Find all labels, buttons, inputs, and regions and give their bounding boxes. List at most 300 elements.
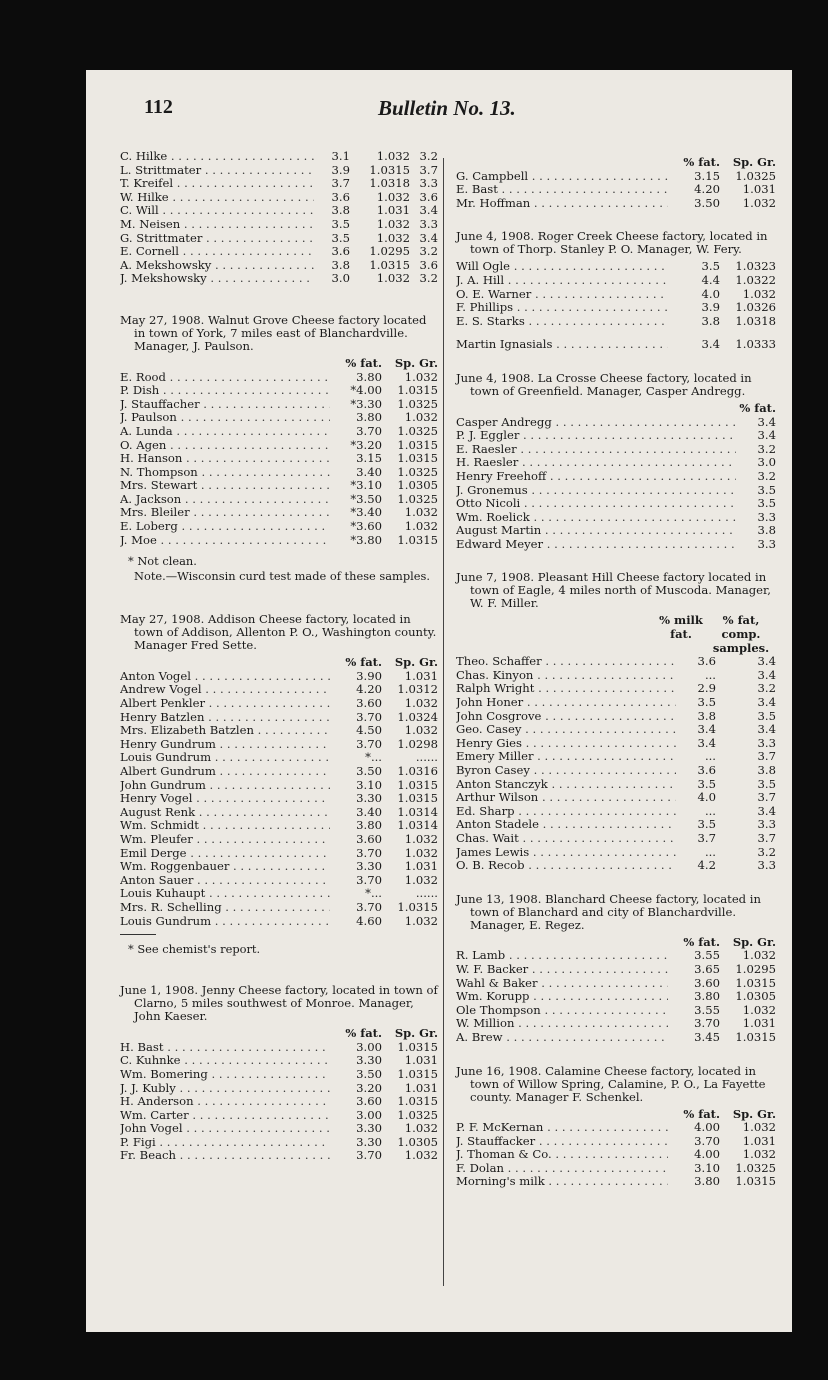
patron-name: A. Brew . . . xyxy=(456,1031,668,1045)
value-cell: 1.032 xyxy=(404,873,438,887)
value-cell: 4.20 xyxy=(356,683,382,697)
value-cell: 1.031 xyxy=(742,1017,776,1031)
value-cell: 3.80 xyxy=(356,819,382,833)
left-block-3 xyxy=(120,984,438,1163)
value-cell: 1.032 xyxy=(376,231,410,245)
value-cell: 1.032 xyxy=(404,1149,438,1163)
value-cell: 3.5 xyxy=(697,696,716,710)
value-cell: 3.80 xyxy=(356,370,382,384)
patron-name: M. Neisen . . . xyxy=(120,218,314,232)
right-column xyxy=(456,156,776,1209)
table-row xyxy=(456,443,776,457)
column-header xyxy=(456,1108,776,1122)
right-block-3 xyxy=(456,571,776,872)
table-row xyxy=(456,723,776,737)
value-cell: 3.4 xyxy=(757,415,776,429)
right-block-0 xyxy=(456,156,776,210)
value-cell: 3.6 xyxy=(697,655,716,669)
footnote: * Not clean. xyxy=(128,554,197,569)
table-row xyxy=(456,859,776,873)
note-text: Note.—Wisconsin curd test made of these samples. xyxy=(134,569,430,584)
factory-heading: June 13, 1908. Blanchard Cheese factory, located in town of Blanchard and city of Blanchardville. Manager, E. Regez. xyxy=(456,891,761,932)
patron-name: Wm. Bomering . . . xyxy=(120,1068,330,1082)
value-cell: 3.10 xyxy=(356,778,382,792)
patron-name: J. Stauffacker . . . xyxy=(456,1135,668,1149)
table-row xyxy=(120,164,438,178)
header-sp-gr: Sp. Gr. xyxy=(732,1106,776,1121)
value-cell: *3.30 xyxy=(350,397,382,411)
value-cell: 1.0326 xyxy=(735,301,776,315)
patron-name: O. E. Warner . . . xyxy=(456,288,668,302)
table-row xyxy=(120,218,438,232)
value-cell: 3.80 xyxy=(356,411,382,425)
patron-name: Edward Meyer . . . xyxy=(456,538,736,552)
patron-name: Henry Freehoff . . . xyxy=(456,470,736,484)
value-cell: 3.80 xyxy=(694,1175,720,1189)
value-cell: 4.50 xyxy=(356,724,382,738)
table-row xyxy=(120,915,438,929)
value-cell: 1.032 xyxy=(742,1148,776,1162)
right-block-1 xyxy=(456,230,776,352)
value-cell: 1.0315 xyxy=(397,452,438,466)
patron-name: Mrs. Stewart . . . xyxy=(120,479,330,493)
value-cell: ... xyxy=(704,750,716,764)
patron-name: Anton Vogel . . . xyxy=(120,670,330,684)
value-cell: 1.0315 xyxy=(397,533,438,547)
table-row xyxy=(456,274,776,288)
patron-name: Henry Vogel . . . xyxy=(120,792,330,806)
value-cell: 3.6 xyxy=(331,190,350,204)
table-row xyxy=(456,805,776,819)
patron-name: Theo. Schaffer . . . xyxy=(456,655,676,669)
value-cell: 3.60 xyxy=(694,976,720,990)
value-cell: 1.032 xyxy=(404,506,438,520)
value-cell: *... xyxy=(365,751,382,765)
value-cell: 3.3 xyxy=(757,510,776,524)
table-row xyxy=(120,765,438,779)
factory-heading: June 1, 1908. Jenny Cheese factory, located in town of Clarno, 5 miles southwest of Monroe. Manager, John Kaeser. xyxy=(120,983,438,1024)
patron-name: Emery Miller . . . xyxy=(456,750,676,764)
table-row xyxy=(456,1148,776,1162)
value-cell: 1.032 xyxy=(376,150,410,163)
table-row xyxy=(120,901,438,915)
header-fat: % fat. xyxy=(345,1026,382,1041)
value-cell: 3.4 xyxy=(757,804,776,818)
value-cell: 3.2 xyxy=(419,150,438,163)
value-cell: 1.0325 xyxy=(397,424,438,438)
table-row xyxy=(456,183,776,197)
table-row xyxy=(120,1136,438,1150)
table-row xyxy=(120,874,438,888)
table-row xyxy=(120,232,438,246)
page-number: 112 xyxy=(144,96,173,118)
table-row xyxy=(120,493,438,507)
factory-heading: May 27, 1908. Addison Cheese factory, located in town of Addison, Allenton P. O., Washington county. Manager Fred Sette. xyxy=(120,612,437,653)
patron-name: A. Mekshowsky . . . xyxy=(120,259,314,273)
patron-name: Wm. Korupp . . . xyxy=(456,990,668,1004)
value-cell: 1.0315 xyxy=(397,900,438,914)
value-cell: *3.40 xyxy=(350,506,382,520)
patron-name: G. Strittmater . . . xyxy=(120,232,314,246)
value-cell: 1.032 xyxy=(404,914,438,928)
value-cell: 4.0 xyxy=(697,791,716,805)
header-fat: % fat. xyxy=(345,355,382,370)
value-cell: 3.8 xyxy=(331,204,350,218)
value-cell: 1.032 xyxy=(404,1122,438,1136)
table-row xyxy=(120,738,438,752)
value-cell: 3.3 xyxy=(757,736,776,750)
value-cell: 1.0305 xyxy=(397,479,438,493)
value-cell: ... xyxy=(704,668,716,682)
table-row xyxy=(456,750,776,764)
value-cell: 3.15 xyxy=(356,452,382,466)
value-cell: 3.4 xyxy=(757,429,776,443)
table-row xyxy=(456,710,776,724)
patron-name: Morning's milk . . . xyxy=(456,1175,668,1189)
patron-name: Albert Penkler . . . xyxy=(120,697,330,711)
column-header xyxy=(456,402,776,416)
value-cell: 3.5 xyxy=(757,497,776,511)
header-line: fat. xyxy=(670,627,692,642)
table-row xyxy=(456,511,776,525)
patron-name: P. Dish . . . xyxy=(120,384,330,398)
table-row xyxy=(456,170,776,184)
value-cell: 1.0315 xyxy=(397,1095,438,1109)
value-cell: 3.55 xyxy=(694,949,720,963)
value-cell: 3.2 xyxy=(419,245,438,259)
patron-name: C. Will . . . xyxy=(120,204,314,218)
value-cell: 4.2 xyxy=(697,859,716,873)
patron-name: E. Cornell . . . xyxy=(120,245,314,259)
value-cell: 4.0 xyxy=(701,287,720,301)
left-column xyxy=(120,150,438,1183)
table-row xyxy=(456,963,776,977)
patron-name: J. A. Hill . . . xyxy=(456,274,668,288)
column-divider xyxy=(443,158,444,1286)
table-row xyxy=(456,669,776,683)
table-row xyxy=(456,524,776,538)
table-row xyxy=(456,846,776,860)
table-row xyxy=(456,818,776,832)
value-cell: 1.032 xyxy=(376,272,410,286)
value-cell: 3.3 xyxy=(419,217,438,231)
value-cell: 4.00 xyxy=(694,1148,720,1162)
value-cell: 3.5 xyxy=(757,777,776,791)
factory-heading: June 7, 1908. Pleasant Hill Cheese factory located in town of Eagle, 4 miles north of Muscoda. Manager, W. F. Miller. xyxy=(456,570,771,611)
header-line: comp. xyxy=(721,627,761,642)
value-cell: 4.60 xyxy=(356,914,382,928)
value-cell: 1.032 xyxy=(404,520,438,534)
value-cell: 1.0295 xyxy=(735,962,776,976)
patron-name: Wm. Roggenbauer . . . xyxy=(120,860,330,874)
value-cell: 3.5 xyxy=(697,818,716,832)
table-row xyxy=(120,452,438,466)
bulletin-page xyxy=(86,70,792,1332)
column-header xyxy=(120,1027,438,1041)
header-fat: % fat. xyxy=(683,1106,720,1121)
patron-name: J. Paulson . . . xyxy=(120,411,330,425)
patron-name: August Martin . . . xyxy=(456,524,736,538)
table-row xyxy=(120,806,438,820)
value-cell: 3.50 xyxy=(694,196,720,210)
value-cell: 1.032 xyxy=(404,411,438,425)
table-row xyxy=(456,737,776,751)
patron-name: Ralph Wright . . . xyxy=(456,682,676,696)
value-cell: 3.40 xyxy=(356,805,382,819)
value-cell: 3.6 xyxy=(331,245,350,259)
table-row xyxy=(456,538,776,552)
table-row xyxy=(456,1017,776,1031)
value-cell: 3.9 xyxy=(331,163,350,177)
value-cell: 3.5 xyxy=(331,217,350,231)
value-cell: 3.90 xyxy=(356,669,382,683)
table-row xyxy=(456,1175,776,1189)
page-title: Bulletin No. 13. xyxy=(378,96,516,120)
left-block-2 xyxy=(120,613,438,956)
value-cell: 3.30 xyxy=(356,860,382,874)
value-cell: 1.0315 xyxy=(397,438,438,452)
patron-name: C. Kuhnke . . . xyxy=(120,1054,330,1068)
value-cell: 1.0305 xyxy=(397,1135,438,1149)
patron-name: L. Strittmater . . . xyxy=(120,164,314,178)
value-cell: 3.70 xyxy=(356,1149,382,1163)
value-cell: 1.032 xyxy=(742,196,776,210)
value-cell: 3.70 xyxy=(694,1134,720,1148)
value-cell: 1.032 xyxy=(376,217,410,231)
value-cell: 3.70 xyxy=(356,737,382,751)
header-sp-gr: Sp. Gr. xyxy=(732,934,776,949)
value-cell: 3.60 xyxy=(356,697,382,711)
value-cell: 3.2 xyxy=(757,469,776,483)
value-cell: 3.70 xyxy=(356,900,382,914)
table-row xyxy=(456,497,776,511)
value-cell: 1.0318 xyxy=(735,314,776,328)
table-row xyxy=(120,792,438,806)
patron-name: Mrs. R. Schelling . . . xyxy=(120,901,330,915)
value-cell: 1.032 xyxy=(376,190,410,204)
factory-heading: June 16, 1908. Calamine Cheese factory, located in town of Willow Spring, Calamine, P. O., La Fayette county. Manager F. Schenkel. xyxy=(456,1063,766,1104)
patron-name: August Renk . . . xyxy=(120,806,330,820)
table-row xyxy=(120,439,438,453)
header-milk-fat xyxy=(656,614,706,655)
value-cell: ...... xyxy=(415,887,438,901)
patron-name: J. Stauffacher . . . xyxy=(120,398,330,412)
value-cell: 3.0 xyxy=(331,272,350,286)
value-cell: 1.0305 xyxy=(735,990,776,1004)
value-cell: *3.80 xyxy=(350,533,382,547)
patron-name: J. Thoman & Co. . . . xyxy=(456,1148,668,1162)
value-cell: 1.0315 xyxy=(735,1030,776,1044)
value-cell: 4.20 xyxy=(694,183,720,197)
value-cell: 3.4 xyxy=(697,723,716,737)
value-cell: 1.0315 xyxy=(397,1040,438,1054)
value-cell: 1.0315 xyxy=(397,792,438,806)
patron-name: John Cosgrove . . . xyxy=(456,710,676,724)
table-row xyxy=(120,1109,438,1123)
table-row xyxy=(456,977,776,991)
table-row xyxy=(120,860,438,874)
patron-name: T. Kreifel . . . xyxy=(120,177,314,191)
patron-name: H. Bast . . . xyxy=(120,1041,330,1055)
value-cell: 1.0325 xyxy=(397,1108,438,1122)
table-row xyxy=(120,1068,438,1082)
patron-name: P. J. Eggler . . . xyxy=(456,429,736,443)
table-row xyxy=(120,1095,438,1109)
value-cell: 4.4 xyxy=(701,273,720,287)
value-cell: 3.50 xyxy=(356,765,382,778)
value-cell: 3.7 xyxy=(697,831,716,845)
value-cell: 3.5 xyxy=(331,231,350,245)
table-row xyxy=(456,778,776,792)
column-header xyxy=(456,614,776,655)
patron-name: Geo. Casey . . . xyxy=(456,723,676,737)
value-cell: 3.60 xyxy=(356,1095,382,1109)
value-cell: 3.3 xyxy=(757,818,776,832)
value-cell: ... xyxy=(704,804,716,818)
value-cell: 3.15 xyxy=(694,169,720,183)
patron-name: J. Gronemus . . . xyxy=(456,484,736,498)
value-cell: 3.8 xyxy=(697,709,716,723)
table-row xyxy=(456,682,776,696)
patron-name: Henry Batzlen . . . xyxy=(120,711,330,725)
patron-name: Otto Nicoli . . . xyxy=(456,497,736,511)
value-cell: 1.031 xyxy=(742,183,776,197)
value-cell: 3.70 xyxy=(356,710,382,724)
table-row xyxy=(120,384,438,398)
value-cell: *3.50 xyxy=(350,492,382,506)
value-cell: 1.0325 xyxy=(397,492,438,506)
left-block-1 xyxy=(120,314,438,583)
table-row xyxy=(456,484,776,498)
value-cell: 3.30 xyxy=(356,792,382,806)
patron-name: Chas. Kinyon . . . xyxy=(456,669,676,683)
patron-name: P. Figi . . . xyxy=(120,1136,330,1150)
value-cell: 1.032 xyxy=(404,370,438,384)
value-cell: 3.00 xyxy=(356,1040,382,1054)
value-cell: 3.4 xyxy=(419,231,438,245)
patron-name: Anton Sauer . . . xyxy=(120,874,330,888)
value-cell: 1.032 xyxy=(742,949,776,963)
table-row xyxy=(120,1122,438,1136)
patron-name: Arthur Wilson . . . xyxy=(456,791,676,805)
value-cell: 1.0315 xyxy=(735,1175,776,1189)
value-cell: 3.8 xyxy=(701,314,720,328)
table-row xyxy=(456,1135,776,1149)
value-cell: 1.0315 xyxy=(397,384,438,398)
value-cell: ... xyxy=(704,845,716,859)
table-row xyxy=(120,887,438,901)
table-row xyxy=(456,1162,776,1176)
patron-name: Chas. Wait . . . xyxy=(456,832,676,846)
value-cell: 1.031 xyxy=(404,1081,438,1095)
patron-name: E. Loberg . . . xyxy=(120,520,330,534)
patron-name: Emil Derge . . . xyxy=(120,847,330,861)
value-cell: ...... xyxy=(415,751,438,765)
header-sp-gr: Sp. Gr. xyxy=(394,1026,438,1041)
value-cell: 3.4 xyxy=(419,204,438,218)
patron-name: P. F. McKernan . . . xyxy=(456,1121,668,1135)
patron-name: Andrew Vogel . . . xyxy=(120,683,330,697)
table-row xyxy=(120,779,438,793)
patron-name: James Lewis . . . xyxy=(456,846,676,860)
table-row xyxy=(456,315,776,329)
table-row xyxy=(120,177,438,191)
table-row xyxy=(120,683,438,697)
value-cell: 1.0298 xyxy=(397,737,438,751)
table-row xyxy=(120,819,438,833)
header-fat: % fat. xyxy=(683,155,720,169)
value-cell: 1.032 xyxy=(742,1121,776,1135)
table-row xyxy=(456,338,776,352)
patron-name: Albert Gundrum . . . xyxy=(120,765,330,779)
patron-name: Wm. Roelick . . . xyxy=(456,511,736,525)
value-cell: 1.0325 xyxy=(397,397,438,411)
table-row xyxy=(120,204,438,218)
value-cell: 3.4 xyxy=(757,723,776,737)
table-row xyxy=(120,847,438,861)
value-cell: 3.10 xyxy=(694,1161,720,1175)
value-cell: 3.3 xyxy=(757,859,776,873)
table-row xyxy=(120,272,438,286)
value-cell: *3.20 xyxy=(350,438,382,452)
patron-name: O. B. Recob . . . xyxy=(456,859,676,873)
table-row xyxy=(120,833,438,847)
table-row xyxy=(456,301,776,315)
value-cell: 1.032 xyxy=(404,724,438,738)
value-cell: 1.0315 xyxy=(397,1067,438,1081)
value-cell: 4.00 xyxy=(694,1121,720,1135)
value-cell: 3.5 xyxy=(757,709,776,723)
value-cell: 1.0322 xyxy=(735,273,776,287)
patron-name: E. Raesler . . . xyxy=(456,443,736,457)
value-cell: 3.70 xyxy=(356,424,382,438)
value-cell: 3.8 xyxy=(331,258,350,272)
table-row xyxy=(456,832,776,846)
value-cell: 3.0 xyxy=(757,456,776,470)
patron-name: Fr. Beach . . . xyxy=(120,1149,330,1163)
value-cell: 1.031 xyxy=(404,1054,438,1068)
value-cell: 3.30 xyxy=(356,1135,382,1149)
header-sp-gr: Sp. Gr. xyxy=(732,155,776,169)
patron-name: J. Mekshowsky . . . xyxy=(120,272,314,286)
factory-heading: June 4, 1908. La Crosse Cheese factory, located in town of Greenfield. Manager, Casper Andregg. xyxy=(456,370,752,398)
value-cell: 1.0315 xyxy=(369,258,410,272)
patron-name: E. Bast . . . xyxy=(456,183,668,197)
right-block-2 xyxy=(456,372,776,552)
value-cell: 1.031 xyxy=(376,204,410,218)
value-cell: 3.5 xyxy=(697,777,716,791)
patron-name: Henry Gundrum . . . xyxy=(120,738,330,752)
table-row xyxy=(120,534,438,548)
table-row xyxy=(120,479,438,493)
table-row xyxy=(120,371,438,385)
table-row xyxy=(120,191,438,205)
value-cell: 1.031 xyxy=(404,860,438,874)
table-row xyxy=(120,1082,438,1096)
value-cell: 3.55 xyxy=(694,1003,720,1017)
patron-name: Louis Gundrum . . . xyxy=(120,751,330,765)
value-cell: 3.80 xyxy=(694,990,720,1004)
patron-name: W. F. Backer . . . xyxy=(456,963,668,977)
value-cell: 1.0318 xyxy=(369,177,410,191)
header-line: % fat, xyxy=(722,613,760,628)
table-row xyxy=(456,990,776,1004)
table-row xyxy=(120,1149,438,1163)
table-row xyxy=(120,751,438,765)
patron-name: Wm. Carter . . . xyxy=(120,1109,330,1123)
header-line: % milk xyxy=(659,613,703,628)
patron-name: Casper Andregg . . . xyxy=(456,416,736,430)
